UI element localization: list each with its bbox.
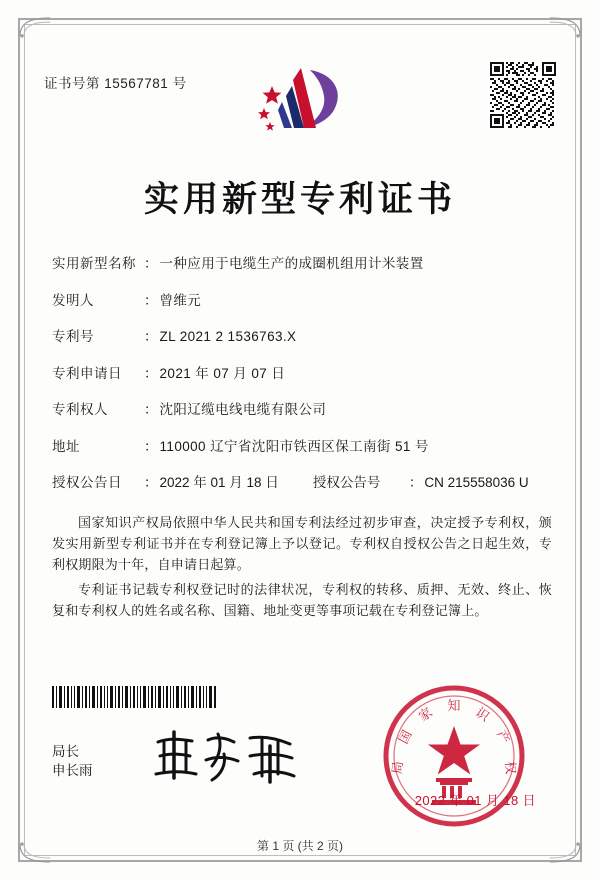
- field-label-inventor: 发明人: [52, 292, 94, 308]
- field-value-patentee: 沈阳辽缆电线电缆有限公司: [159, 402, 327, 417]
- body-paragraph-2: 专利证书记载专利权登记时的法律状况，专利权的转移、质押、无效、终止、恢复和专利权人的姓名或名称、国籍、地址变更等事项记载在专利登记簿上。: [52, 582, 552, 618]
- field-label-patent-number: 专利号: [52, 329, 94, 344]
- field-row-inventor: [52, 289, 552, 309]
- field-label-application-date: 专利申请日: [52, 365, 122, 381]
- field-row-address: [52, 435, 552, 455]
- barcode: [52, 686, 216, 708]
- field-colon: ：: [408, 475, 423, 490]
- field-colon: ：: [144, 365, 158, 381]
- svg-text:权: 权: [502, 760, 519, 775]
- svg-text:家: 家: [415, 704, 436, 725]
- field-label-patentee: 专利权人: [52, 402, 108, 417]
- cnipa-logo-icon: [246, 62, 354, 134]
- svg-text:产: 产: [493, 727, 513, 747]
- field-colon: ：: [144, 475, 158, 490]
- field-value-patent-number: ZL 2021 2 1536763.X: [159, 329, 297, 344]
- certificate-number: 证书号第 15567781 号: [44, 76, 187, 91]
- page-title: 实用新型专利证书: [143, 180, 456, 219]
- field-value-grant-date: 2022 年 01 月 18 日: [159, 475, 279, 490]
- handwritten-signature: [150, 726, 310, 786]
- qr-code: [490, 62, 556, 128]
- field-row-invention-name: [52, 252, 552, 272]
- field-list: [52, 252, 552, 508]
- field-colon: ：: [144, 402, 158, 417]
- field-value-application-date: 2021 年 07 月 07 日: [159, 365, 286, 381]
- field-label-grant-date: 授权公告日: [52, 475, 122, 490]
- corner-ornament-top-right: [548, 16, 582, 38]
- body-paragraph-1: 国家知识产权局依照中华人民共和国专利法经过初步审查，决定授予专利权，颁发实用新型专利证书并在专利登记簿上予以登记。专利权自授权公告之日起生效，专利权期限为十年，自申请日起算。: [52, 515, 552, 572]
- field-colon: ：: [144, 438, 158, 454]
- body-text: [52, 512, 552, 625]
- field-row-grant-announcement: [52, 471, 552, 491]
- page-footer: 第 1 页 (共 2 页): [256, 839, 343, 853]
- field-value-inventor: 曾维元: [159, 292, 202, 308]
- corner-ornament-top-left: [18, 16, 52, 38]
- field-row-application-date: [52, 362, 552, 382]
- signature-title-label: 局长: [52, 744, 79, 759]
- svg-text:知: 知: [447, 698, 461, 713]
- signature-block: [52, 742, 93, 780]
- field-label-invention-name: 实用新型名称: [52, 256, 136, 271]
- field-value-grant-number: CN 215558036 U: [424, 475, 529, 490]
- field-label-address: 地址: [52, 438, 80, 454]
- field-colon: ：: [144, 329, 158, 344]
- signature-name-label: 申长雨: [52, 763, 93, 778]
- field-row-patent-number: [52, 325, 552, 345]
- seal-date: 2022 年 01 月 18 日: [414, 793, 536, 808]
- svg-text:局: 局: [389, 760, 406, 775]
- field-value-address: 110000 辽宁省沈阳市铁西区保工南街 51 号: [159, 438, 429, 454]
- field-label-grant-number: 授权公告号: [312, 475, 381, 490]
- field-colon: ：: [144, 292, 158, 308]
- field-value-invention-name: 一种应用于电缆生产的成圈机组用计米装置: [159, 256, 424, 271]
- field-colon: ：: [144, 256, 158, 271]
- svg-text:识: 识: [472, 704, 493, 725]
- field-row-patentee: [52, 398, 552, 418]
- svg-text:国: 国: [395, 727, 415, 747]
